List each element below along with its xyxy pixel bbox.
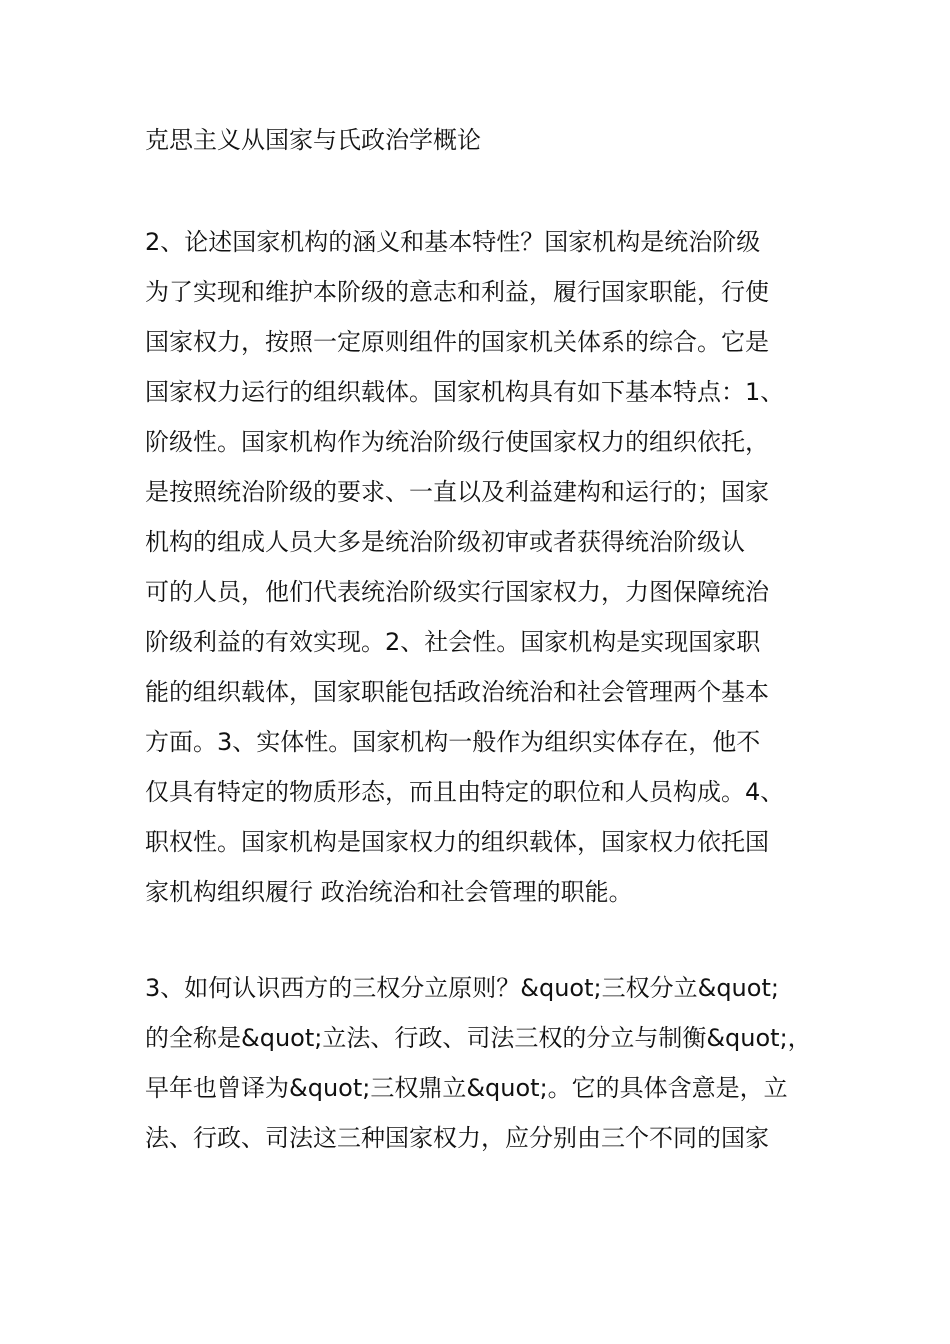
text-line: 可的人员，他们代表统治阶级实行国家权力，力图保障统治 <box>145 578 769 606</box>
text-line: 阶级性。国家机构作为统治阶级行使国家权力的组织依托， <box>145 428 769 456</box>
text-line: 方面。3、实体性。国家机构一般作为组织实体存在，他不 <box>145 728 761 756</box>
text-line: 的全称是&quot;立法、行政、司法三权的分立与制衡&quot;， <box>145 1024 812 1052</box>
text-line: 阶级利益的有效实现。2、社会性。国家机构是实现国家职 <box>145 628 761 656</box>
text-line: 能的组织载体，国家职能包括政治统治和社会管理两个基本 <box>145 678 769 706</box>
text-line: 为了实现和维护本阶级的意志和利益，履行国家职能，行使 <box>145 278 769 306</box>
paragraph-separation-of-powers <box>145 963 825 1163</box>
document-title: 克思主义从国家与氏政治学概论 <box>145 126 481 154</box>
text-line: 国家权力运行的组织载体。国家机构具有如下基本特点：1、 <box>145 378 785 406</box>
text-line: 是按照统治阶级的要求、一直以及利益建构和运行的；国家 <box>145 478 769 506</box>
paragraph-national-institutions <box>145 217 825 917</box>
text-line: 早年也曾译为&quot;三权鼎立&quot;。它的具体含意是，立 <box>145 1074 788 1102</box>
text-line: 仅具有特定的物质形态，而且由特定的职位和人员构成。4、 <box>145 778 785 806</box>
text-line: 法、行政、司法这三种国家权力，应分别由三个不同的国家 <box>145 1124 769 1152</box>
text-line: 家机构组织履行 政治统治和社会管理的职能。 <box>145 878 633 906</box>
text-line: 国家权力，按照一定原则组件的国家机关体系的综合。它是 <box>145 328 769 356</box>
text-line: 2、论述国家机构的涵义和基本特性？国家机构是统治阶级 <box>145 228 761 256</box>
text-line: 职权性。国家机构是国家权力的组织载体，国家权力依托国 <box>145 828 769 856</box>
text-line: 机构的组成人员大多是统治阶级初审或者获得统治阶级认 <box>145 528 745 556</box>
text-line: 3、如何认识西方的三权分立原则？&quot;三权分立&quot; <box>145 974 779 1002</box>
